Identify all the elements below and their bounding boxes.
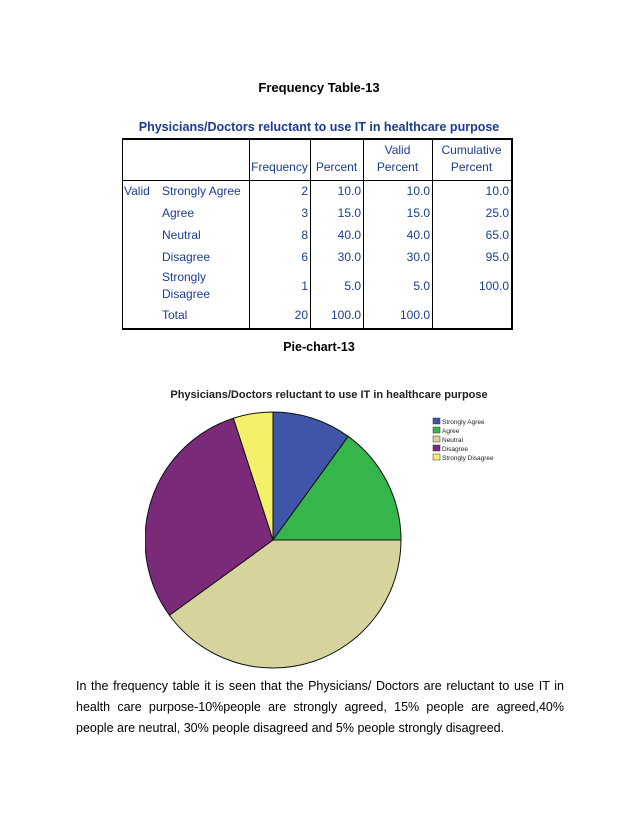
pie-chart-caption: Pie-chart-13 <box>283 340 355 354</box>
legend-swatch <box>433 427 440 433</box>
cell-cumulative-percent: 100.0 <box>478 279 509 293</box>
cell-frequency: 3 <box>301 206 308 220</box>
cell-valid-percent: 30.0 <box>406 250 430 264</box>
legend-swatch <box>433 418 440 424</box>
row-label-total: Total <box>162 308 188 322</box>
legend-label: Strongly Disagree <box>442 455 494 462</box>
frequency-table-title: Frequency Table-13 <box>258 80 380 95</box>
pie-chart <box>145 374 513 674</box>
cell-valid-percent: 5.0 <box>413 279 430 293</box>
spss-table-title: Physicians/Doctors reluctant to use IT in healthcare purpose <box>138 120 500 134</box>
cell-cumulative-percent: 10.0 <box>485 184 509 198</box>
header-valid-percent-line2: Percent <box>376 160 419 174</box>
legend-label: Disagree <box>442 446 469 453</box>
header-cumulative-percent-line1: Cumulative <box>441 143 502 157</box>
cell-percent: 15.0 <box>337 206 361 220</box>
cell-cumulative-percent: 65.0 <box>485 228 509 242</box>
row-label: Disagree <box>162 250 211 264</box>
cell-percent: 100.0 <box>330 308 361 322</box>
frequency-table <box>122 138 513 330</box>
header-percent: Percent <box>315 160 358 174</box>
header-cumulative-percent-line2: Percent <box>450 160 493 174</box>
row-label-line2: Disagree <box>162 287 211 301</box>
cell-percent: 40.0 <box>337 228 361 242</box>
row-label-line1: Strongly <box>162 270 207 284</box>
row-label: Neutral <box>162 228 201 242</box>
cell-valid-percent: 40.0 <box>406 228 430 242</box>
cell-valid-percent: 15.0 <box>406 206 430 220</box>
cell-percent: 5.0 <box>344 279 361 293</box>
cell-frequency: 8 <box>301 228 308 242</box>
header-valid-percent-line1: Valid <box>384 143 411 157</box>
row-label: Agree <box>162 206 195 220</box>
cell-percent: 30.0 <box>337 250 361 264</box>
legend-swatch <box>433 454 440 460</box>
cell-cumulative-percent: 95.0 <box>485 250 509 264</box>
legend-label: Strongly Agree <box>442 419 485 426</box>
header-frequency: Frequency <box>251 160 308 174</box>
cell-frequency: 1 <box>301 279 308 293</box>
row-label: Strongly Agree <box>162 184 241 198</box>
cell-valid-percent: 100.0 <box>399 308 430 322</box>
legend-label: Neutral <box>442 437 463 444</box>
cell-frequency: 2 <box>301 184 308 198</box>
cell-frequency: 6 <box>301 250 308 264</box>
summary-paragraph: In the frequency table it is seen that the Physicians/ Doctors are reluctant to use IT in health care purpose-10%people are strongly agreed, 15% people are agreed,40% people are neutral, 30% people disagreed and 5% people strongly disagreed. <box>76 679 564 735</box>
cell-valid-percent: 10.0 <box>406 184 430 198</box>
chart-title: Physicians/Doctors reluctant to use IT in healthcare purpose <box>170 389 488 401</box>
pie-chart-svg <box>145 374 513 674</box>
legend-swatch <box>433 436 440 442</box>
group-label-valid: Valid <box>124 184 150 198</box>
legend-swatch <box>433 445 440 451</box>
cell-cumulative-percent: 25.0 <box>485 206 509 220</box>
cell-percent: 10.0 <box>337 184 361 198</box>
legend-label: Agree <box>442 428 460 435</box>
cell-frequency: 20 <box>294 308 308 322</box>
